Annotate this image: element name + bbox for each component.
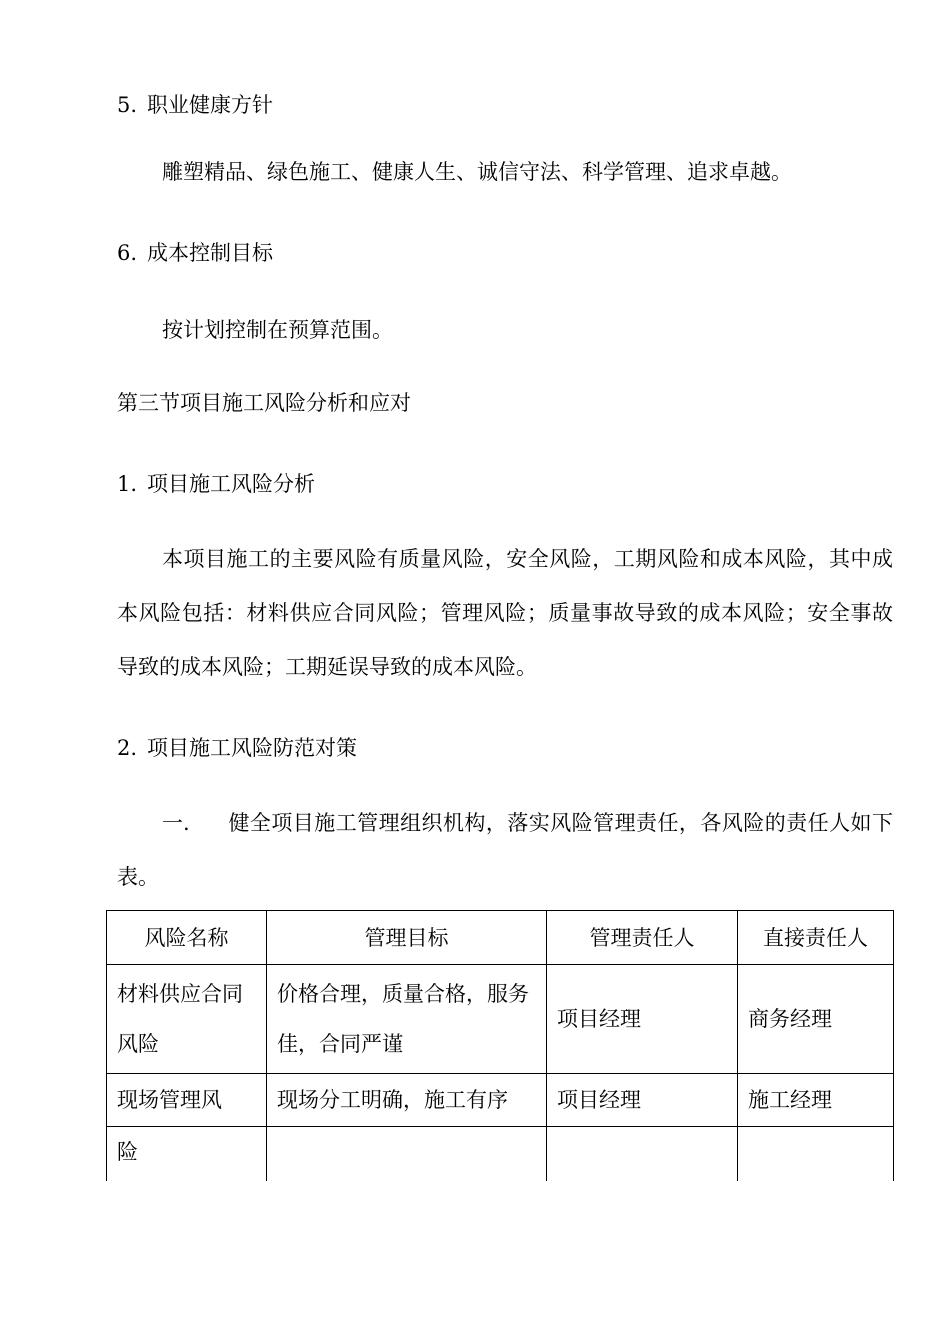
item-sequence: 一. — [162, 811, 190, 835]
cell-management-goal: 价格合理，质量合格，服务佳，合同严谨 — [267, 965, 547, 1074]
subsection-2-title: 项目施工风险防范对策 — [147, 736, 357, 760]
header-management-goal: 管理目标 — [267, 911, 547, 965]
cell-direct-owner — [738, 1127, 894, 1182]
cell-risk-name: 现场管理风 — [107, 1074, 267, 1127]
table-row — [107, 965, 894, 1074]
subsection-2-item — [117, 796, 893, 904]
section-6-title: 成本控制目标 — [147, 241, 273, 265]
section-6-heading — [117, 238, 273, 268]
header-risk-name: 风险名称 — [107, 911, 267, 965]
table-row — [107, 1127, 894, 1182]
section-6-number: 6. — [117, 241, 138, 265]
subsection-2-number: 2. — [117, 736, 138, 760]
subsection-1-heading — [117, 469, 315, 499]
cell-management-owner: 项目经理 — [547, 965, 738, 1074]
cell-direct-owner: 商务经理 — [738, 965, 894, 1074]
cell-management-goal — [267, 1127, 547, 1182]
section-5-heading — [117, 90, 273, 120]
chapter-title: 第三节项目施工风险分析和应对 — [117, 391, 411, 415]
header-management-owner: 管理责任人 — [547, 911, 738, 965]
subsection-1-title: 项目施工风险分析 — [147, 472, 315, 496]
table-row — [107, 1074, 894, 1127]
subsection-2-heading — [117, 733, 357, 763]
subsection-1-number: 1. — [117, 472, 138, 496]
cell-management-owner: 项目经理 — [547, 1074, 738, 1127]
risk-responsibility-table — [106, 910, 894, 1181]
cell-management-goal: 现场分工明确，施工有序 — [267, 1074, 547, 1127]
subsection-1-paragraph: 本项目施工的主要风险有质量风险，安全风险，工期风险和成本风险，其中成本风险包括：材料供应合同风险；管理风险；质量事故导致的成本风险；安全事故导致的成本风险；工期延误导致的成本风险。 — [117, 547, 893, 679]
section-6-body: 按计划控制在预算范围。 — [162, 318, 393, 342]
header-direct-owner: 直接责任人 — [738, 911, 894, 965]
cell-management-owner — [547, 1127, 738, 1182]
cell-risk-name: 材料供应合同风险 — [107, 965, 267, 1074]
section-5-title: 职业健康方针 — [147, 93, 273, 117]
cell-direct-owner: 施工经理 — [738, 1074, 894, 1127]
table-header-row — [107, 911, 894, 965]
section-5-number: 5. — [117, 93, 138, 117]
section-5-body: 雕塑精品、绿色施工、健康人生、诚信守法、科学管理、追求卓越。 — [162, 160, 792, 184]
cell-risk-name: 险 — [107, 1127, 267, 1182]
item-body: 健全项目施工管理组织机构，落实风险管理责任，各风险的责任人如下表。 — [117, 811, 893, 889]
